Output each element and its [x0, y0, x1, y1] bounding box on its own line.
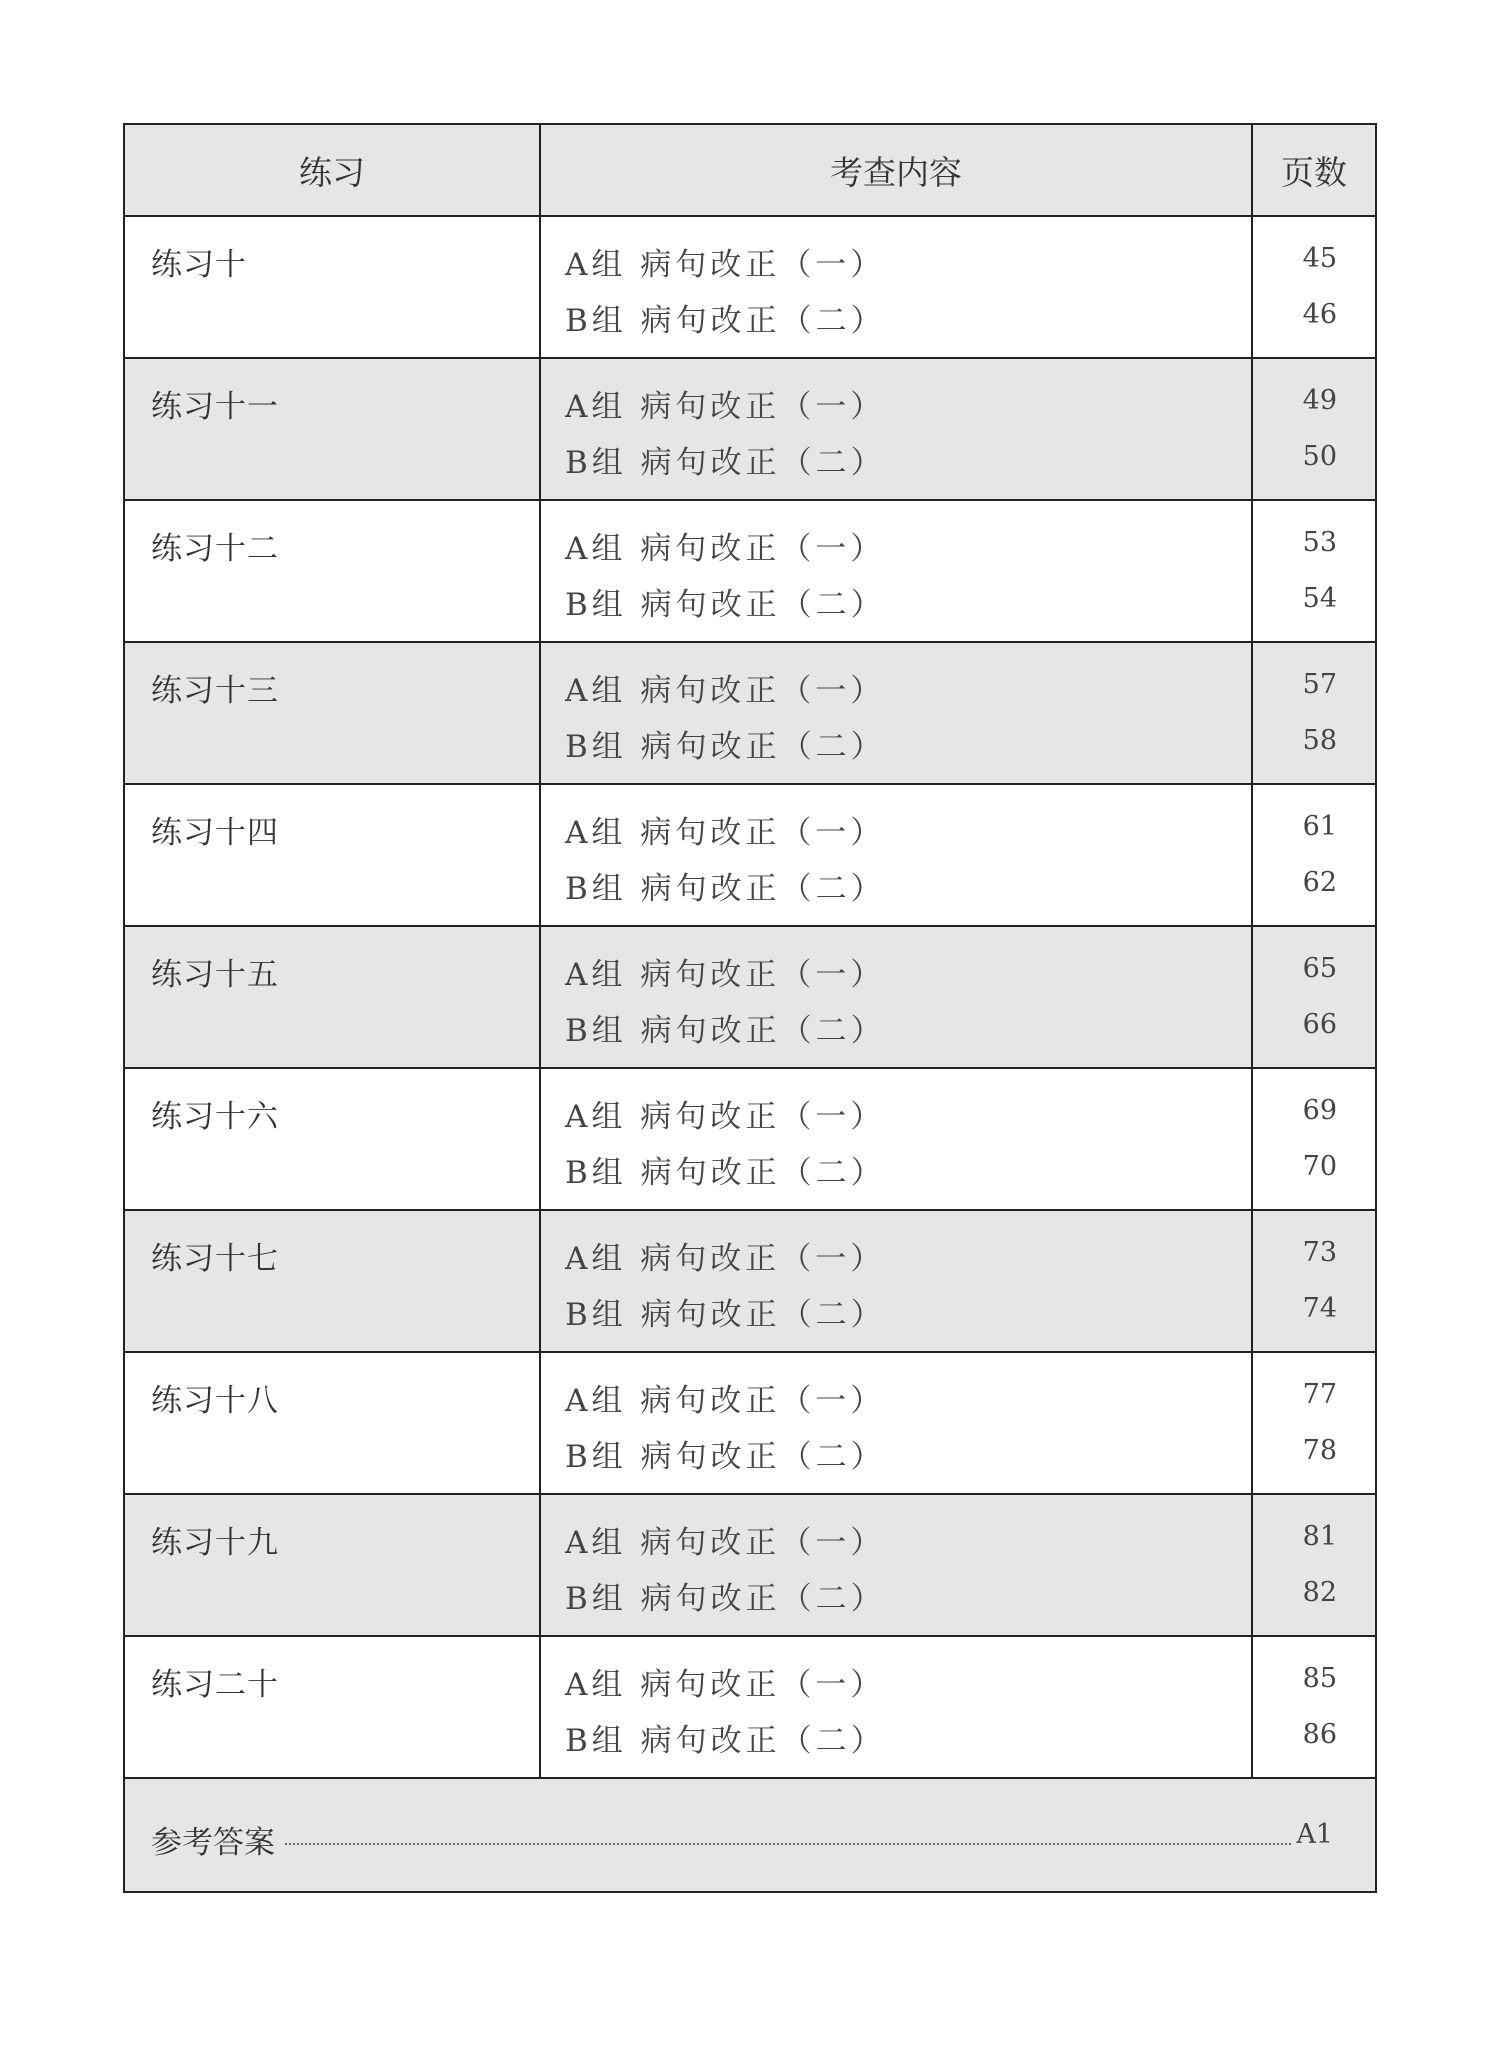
table-row[interactable]: [125, 217, 1375, 359]
page-number-a: 53: [1302, 527, 1337, 558]
page-number-a: 69: [1302, 1095, 1337, 1126]
exercise-cell: [125, 217, 541, 357]
content-cell: [541, 501, 1253, 641]
page-number-a: 85: [1302, 1663, 1337, 1694]
exercise-label: 练习十: [151, 247, 247, 283]
content-cell: [541, 1637, 1253, 1777]
exercise-cell: [125, 927, 541, 1067]
table-body: [125, 217, 1375, 1779]
content-group-b: B组 病句改正（二）: [565, 1581, 886, 1617]
content-cell: [541, 1495, 1253, 1635]
content-group-a: A组 病句改正（一）: [565, 1667, 886, 1703]
content-group-b: B组 病句改正（二）: [565, 1013, 886, 1049]
page-number-b: 82: [1302, 1577, 1337, 1608]
page-cell: [1253, 217, 1375, 357]
content-group-a: A组 病句改正（一）: [565, 673, 886, 709]
content-group-b: B组 病句改正（二）: [565, 871, 886, 907]
exercise-cell: [125, 1069, 541, 1209]
answers-page-number: A1: [1296, 1819, 1333, 1850]
content-group-b: B组 病句改正（二）: [565, 1297, 886, 1333]
content-group-b: B组 病句改正（二）: [565, 587, 886, 623]
page-number-b: 54: [1302, 583, 1337, 614]
page-number-a: 45: [1302, 243, 1337, 274]
content-cell: [541, 1069, 1253, 1209]
page-cell: [1253, 785, 1375, 925]
header-page-cell: [1253, 125, 1375, 215]
table-row[interactable]: [125, 1495, 1375, 1637]
page-cell: [1253, 1353, 1375, 1493]
header-exercise-cell: [125, 125, 541, 215]
exercise-cell: [125, 1211, 541, 1351]
page-number-b: 66: [1302, 1009, 1337, 1040]
page-cell: [1253, 927, 1375, 1067]
page-number-b: 46: [1302, 299, 1337, 330]
table-row[interactable]: [125, 643, 1375, 785]
exercise-label: 练习十六: [151, 1099, 279, 1135]
page-number-a: 61: [1302, 811, 1337, 842]
page-number-b: 58: [1302, 725, 1337, 756]
content-group-a: A组 病句改正（一）: [565, 1099, 886, 1135]
content-cell: [541, 1211, 1253, 1351]
table-of-contents: [123, 123, 1377, 1893]
header-content-cell: [541, 125, 1253, 215]
page-number-a: 73: [1302, 1237, 1337, 1268]
content-group-a: A组 病句改正（一）: [565, 1525, 886, 1561]
content-group-a: A组 病句改正（一）: [565, 1241, 886, 1277]
content-cell: [541, 927, 1253, 1067]
content-group-b: B组 病句改正（二）: [565, 303, 886, 339]
page-cell: [1253, 359, 1375, 499]
content-cell: [541, 785, 1253, 925]
page-cell: [1253, 643, 1375, 783]
content-group-a: A组 病句改正（一）: [565, 247, 886, 283]
content-group-b: B组 病句改正（二）: [565, 1723, 886, 1759]
content-cell: [541, 1353, 1253, 1493]
page-cell: [1253, 1069, 1375, 1209]
page-cell: [1253, 1211, 1375, 1351]
content-group-a: A组 病句改正（一）: [565, 389, 886, 425]
header-content: 考查内容: [830, 152, 962, 192]
table-header: [125, 125, 1375, 217]
exercise-cell: [125, 501, 541, 641]
header-exercise: 练习: [299, 152, 365, 192]
exercise-label: 练习十一: [151, 389, 279, 425]
content-group-a: A组 病句改正（一）: [565, 815, 886, 851]
content-cell: [541, 217, 1253, 357]
content-group-b: B组 病句改正（二）: [565, 445, 886, 481]
page-number-a: 81: [1302, 1521, 1337, 1552]
exercise-cell: [125, 1495, 541, 1635]
page-number-b: 78: [1302, 1435, 1337, 1466]
exercise-label: 练习十三: [151, 673, 279, 709]
answers-label: 参考答案: [151, 1825, 275, 1861]
table-row[interactable]: [125, 1211, 1375, 1353]
table-row[interactable]: [125, 1353, 1375, 1495]
exercise-label: 练习十九: [151, 1525, 279, 1561]
content-group-a: A组 病句改正（一）: [565, 957, 886, 993]
exercise-label: 练习十八: [151, 1383, 279, 1419]
table-row[interactable]: [125, 501, 1375, 643]
table-row[interactable]: [125, 1069, 1375, 1211]
exercise-cell: [125, 643, 541, 783]
table-row[interactable]: [125, 359, 1375, 501]
page-number-b: 62: [1302, 867, 1337, 898]
table-row[interactable]: [125, 927, 1375, 1069]
page-number-b: 70: [1302, 1151, 1337, 1182]
content-group-b: B组 病句改正（二）: [565, 1439, 886, 1475]
exercise-cell: [125, 359, 541, 499]
page-number-a: 65: [1302, 953, 1337, 984]
page-cell: [1253, 501, 1375, 641]
page-cell: [1253, 1637, 1375, 1777]
page-number-b: 50: [1302, 441, 1337, 472]
exercise-cell: [125, 785, 541, 925]
exercise-cell: [125, 1353, 541, 1493]
page-number-a: 49: [1302, 385, 1337, 416]
content-group-b: B组 病句改正（二）: [565, 729, 886, 765]
content-cell: [541, 643, 1253, 783]
page-number-b: 74: [1302, 1293, 1337, 1324]
content-group-a: A组 病句改正（一）: [565, 531, 886, 567]
exercise-label: 练习十四: [151, 815, 279, 851]
exercise-label: 练习二十: [151, 1667, 279, 1703]
exercise-label: 练习十二: [151, 531, 279, 567]
leader-dots: [285, 1843, 1291, 1845]
page-number-a: 77: [1302, 1379, 1337, 1410]
table-row[interactable]: [125, 1637, 1375, 1779]
content-cell: [541, 359, 1253, 499]
page-number-b: 86: [1302, 1719, 1337, 1750]
exercise-label: 练习十五: [151, 957, 279, 993]
exercise-cell: [125, 1637, 541, 1777]
page-number-a: 57: [1302, 669, 1337, 700]
exercise-label: 练习十七: [151, 1241, 279, 1277]
content-group-b: B组 病句改正（二）: [565, 1155, 886, 1191]
page-cell: [1253, 1495, 1375, 1635]
answers-row[interactable]: [125, 1779, 1375, 1891]
header-page: 页数: [1281, 152, 1347, 192]
table-row[interactable]: [125, 785, 1375, 927]
content-group-a: A组 病句改正（一）: [565, 1383, 886, 1419]
